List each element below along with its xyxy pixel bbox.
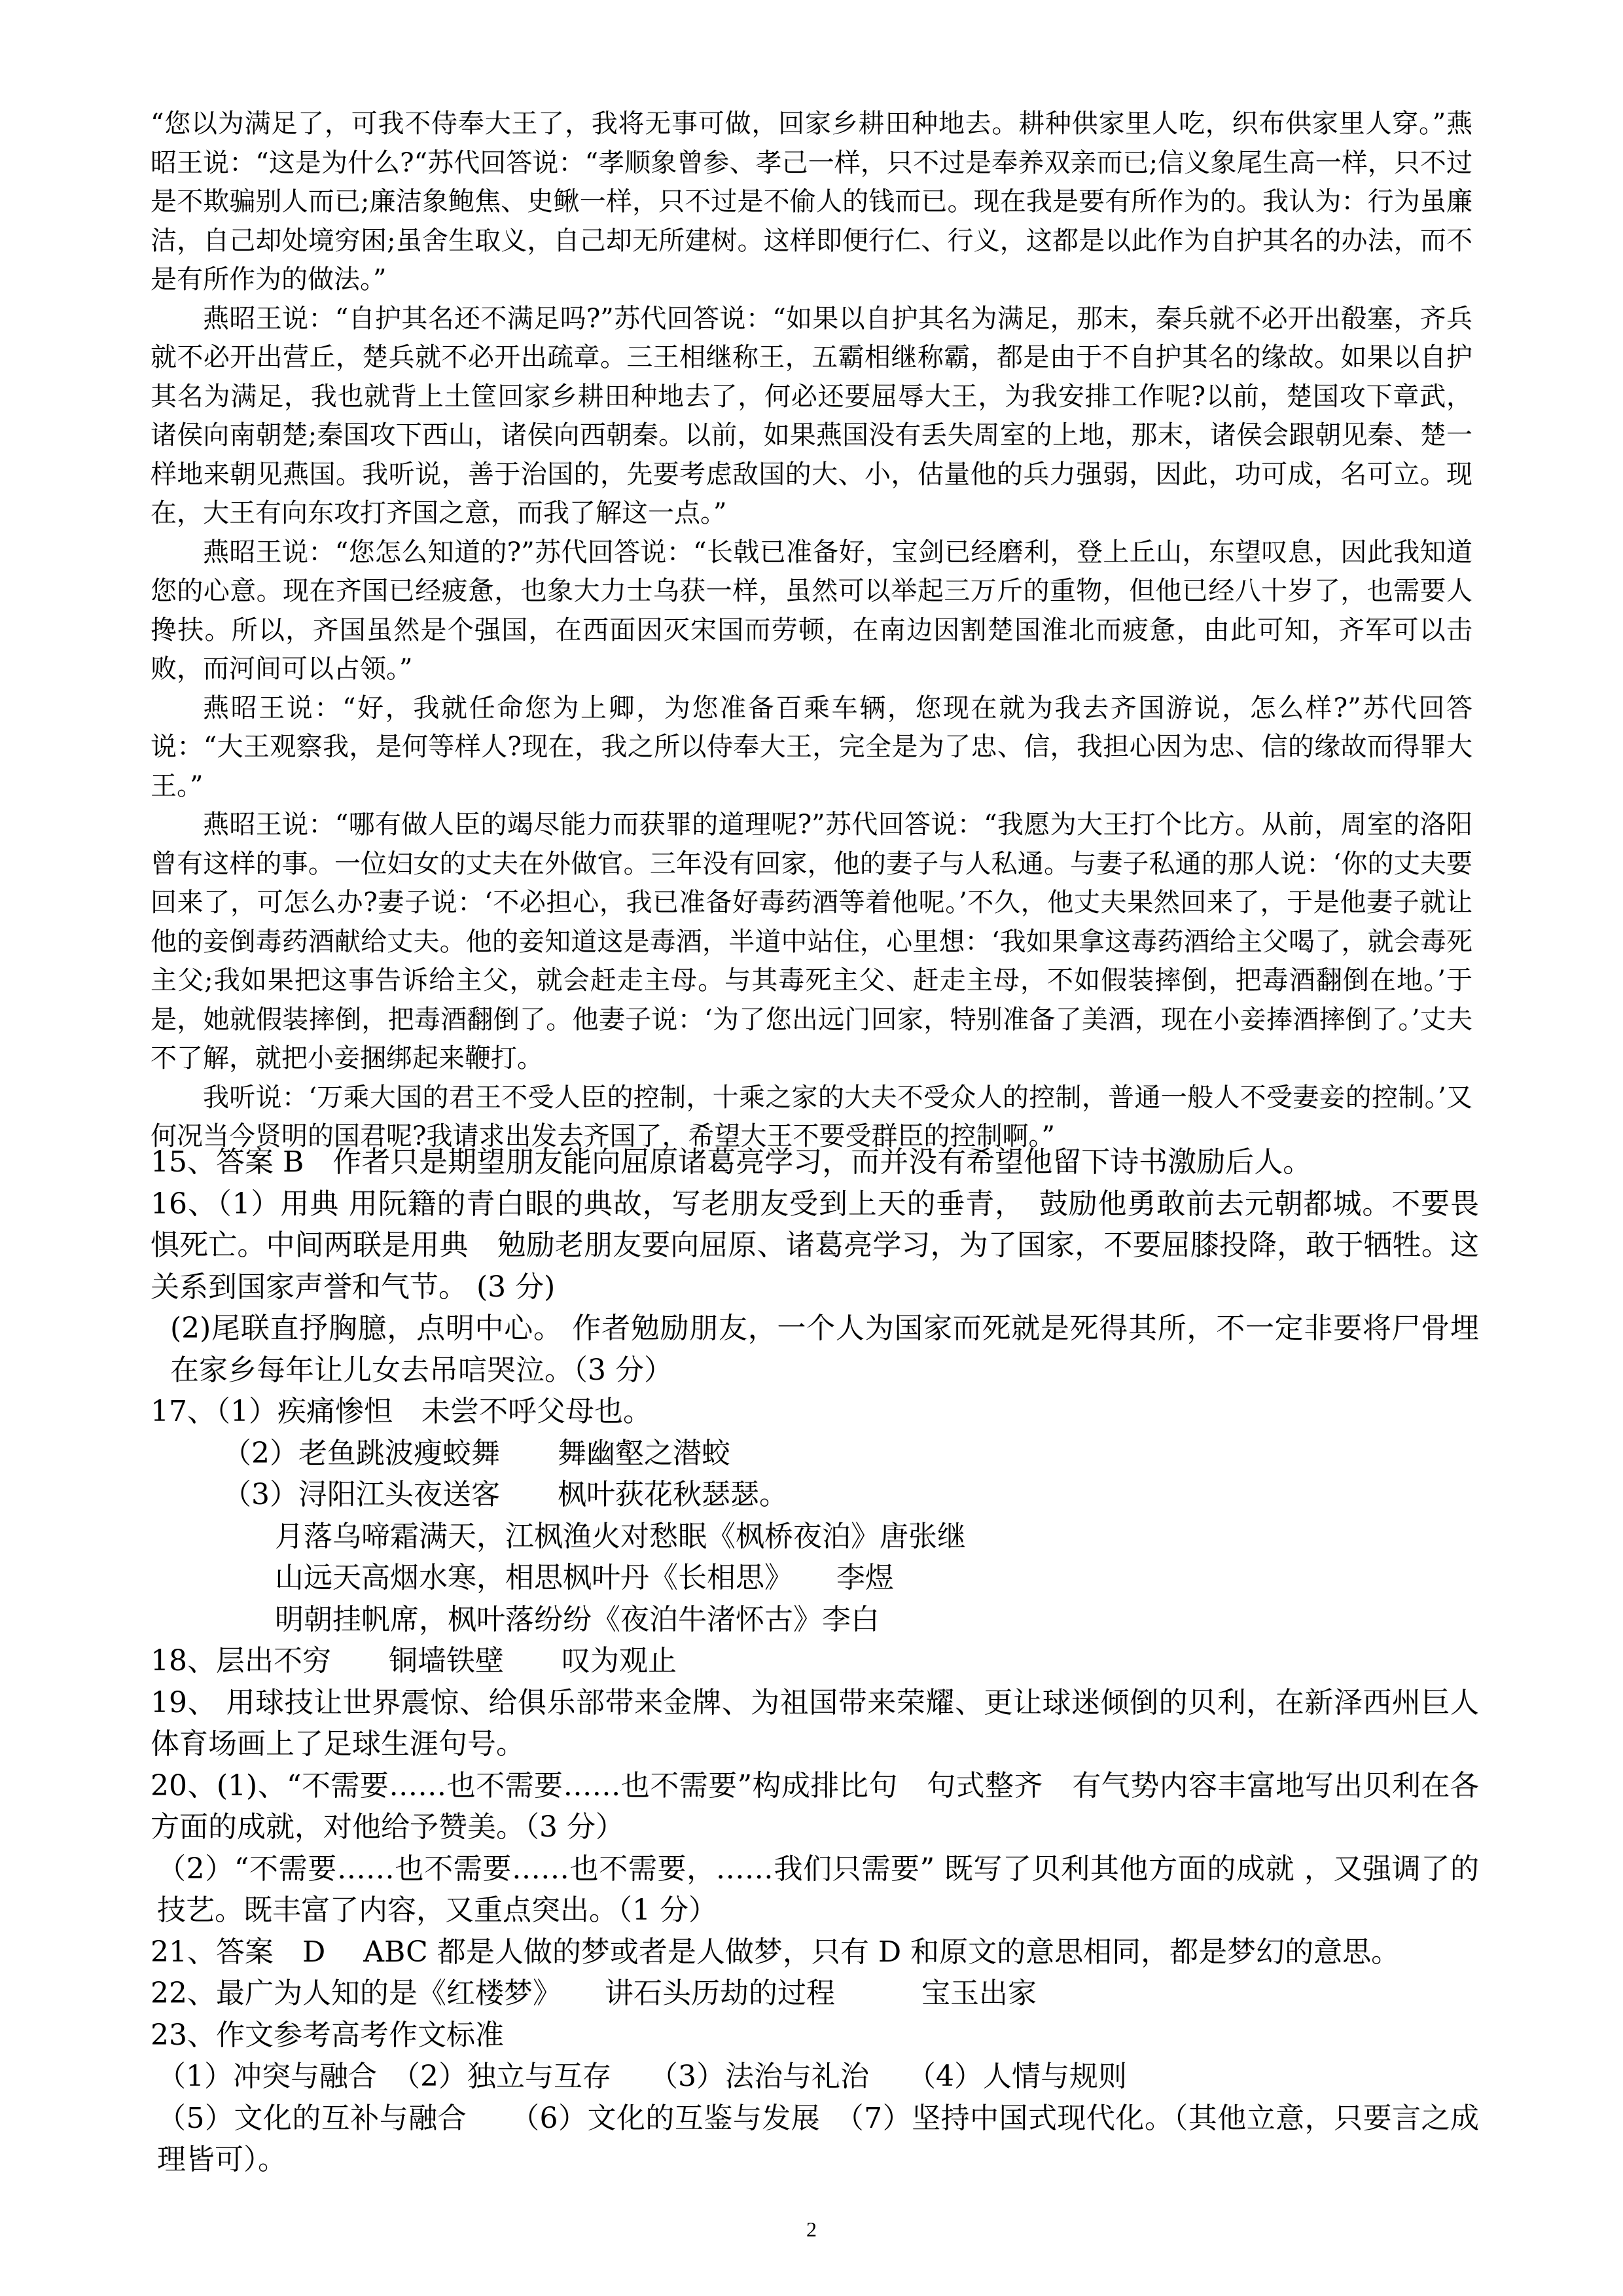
answer-key-section — [151, 1141, 1479, 2181]
answer-18: 18、层出不穷 铜墙铁壁 叹为观止 — [151, 1644, 677, 1677]
answer-17-part-2: （2）老鱼跳波瘦蛟舞 舞幽壑之潜蛟 — [223, 1436, 730, 1470]
answer-17-poem-line: 明朝挂帆席，枫叶落纷纷《夜泊牛渚怀古》李白 — [275, 1602, 880, 1636]
answer-21: 21、答案 D ABC 都是人做的梦或者是人做梦，只有 D 和原文的意思相同，都是梦幻的意思。 — [151, 1935, 1400, 1969]
answer-22: 22、最广为人知的是《红楼梦》 讲石头历劫的过程 宝玉出家 — [151, 1977, 1037, 2010]
answer-23-topics-2: （5）文化的互补与融合 （6）文化的互鉴与发展 （7）坚持中国式现代化。（其他立意，只要言之成理皆可）。 — [157, 2101, 1479, 2176]
translation-paragraph: 燕昭王说：“哪有做人臣的竭尽能力而获罪的道理呢?”苏代回答说：“我愿为大王打个比方。从前，周室的洛阳曾有这样的事。一位妇女的丈夫在外做官。三年没有回家，他的妻子与人私通。与妻子私通的那人说：‘你的丈夫要回来了，可怎么办?妻子说：‘不必担心，我已准备好毒药酒等着他呢。’不久，他丈夫果然回来了，于是他妻子就让他的妾倒毒药酒献给丈夫。他的妾知道这是毒酒，半道中站住，心里想：‘我如果拿这毒药酒给主父喝了，就会毒死主父;我如果把这事告诉给主父，就会赶走主母。与其毒死主父、赶走主母，不如假装摔倒，把毒酒翻倒在地。’于是，她就假装摔倒，把毒酒翻倒了。他妻子说：‘为了您出远门回家，特别准备了美酒，现在小妾捧酒摔倒了。’丈夫不了解，就把小妾捆绑起来鞭打。 — [151, 810, 1472, 1073]
translation-paragraph: 燕昭王说：“您怎么知道的?”苏代回答说：“长戟已准备好，宝剑已经磨利，登上丘山，东望叹息，因此我知道您的心意。现在齐国已经疲惫，也象大力士乌获一样，虽然可以举起三万斤的重物，但他已经八十岁了，也需要人搀扶。所以，齐国虽然是个强国，在西面因灭宋国而劳顿，在南边因割楚国淮北而疲惫，由此可知，齐军可以击败，而河间可以占领。” — [151, 537, 1472, 684]
translation-paragraph: “您以为满足了，可我不侍奉大王了，我将无事可做，回家乡耕田种地去。耕种供家里人吃，织布供家里人穿。”燕昭王说：“这是为什么?“苏代回答说：“孝顺象曾参、孝己一样，只不过是奉养双亲而已;信义象尾生高一样，只不过是不欺骗别人而已;廉洁象鲍焦、史鳅一样，只不过是不偷人的钱而已。现在我是要有所作为的。我认为：行为虽廉洁，自己却处境穷困;虽舍生取义，自己却无所建树。这样即便行仁、行义，这都是以此作为自护其名的办法，而不是有所作为的做法。” — [151, 109, 1472, 295]
translation-paragraph: 我听说：‘万乘大国的君王不受人臣的控制，十乘之家的大夫不受众人的控制，普通一般人不受妻妾的控制。’又何况当今贤明的国君呢?我请求出发去齐国了，希望大王不要受群臣的控制啊。” — [151, 1082, 1472, 1151]
answer-17-part-3: （3）浔阳江头夜送客 枫叶荻花秋瑟瑟。 — [223, 1478, 788, 1511]
page-number: 2 — [806, 2217, 817, 2241]
answer-20-part-1: 20、(1)、“不需要……也不需要……也不需要”构成排比句 句式整齐 有气势内容丰富地写出贝利在各方面的成就，对他给予赞美。（3 分） — [151, 1768, 1479, 1844]
answer-19: 19、 用球技让世界震惊、给俱乐部带来金牌、为祖国带来荣耀、更让球迷倾倒的贝利，在新泽西州巨人体育场画上了足球生涯句号。 — [151, 1685, 1479, 1761]
translation-paragraph: 燕昭王说：“自护其名还不满足吗?”苏代回答说：“如果以自护其名为满足，那末，秦兵就不必开出殽塞，齐兵就不必开出营丘，楚兵就不必开出疏章。三王相继称王，五霸相继称霸，都是由于不自护其名的缘故。如果以自护其名为满足，我也就背上土筐回家乡耕田种地去了，何必还要屈辱大王，为我安排工作呢?以前，楚国攻下章武，诸侯向南朝楚;秦国攻下西山，诸侯向西朝秦。以前，如果燕国没有丢失周室的上地，那末，诸侯会跟朝见秦、楚一样地来朝见燕国。我听说，善于治国的，先要考虑敌国的大、小，估量他的兵力强弱，因此，功可成，名可立。现在，大王有向东攻打齐国之意，而我了解这一点。” — [151, 303, 1472, 528]
translation-paragraph: 燕昭王说：“好，我就任命您为上卿，为您准备百乘车辆，您现在就为我去齐国游说，怎么样?”苏代回答说：“大王观察我，是何等样人?现在，我之所以侍奉大王，完全是为了忠、信，我担心因为忠、信的缘故而得罪大王。” — [151, 692, 1472, 801]
answer-17-part-1: 17、（1）疾痛惨怛 未尝不呼父母也。 — [151, 1395, 652, 1428]
answer-20-part-2: （2）“不需要……也不需要……也不需要，……我们只需要” 既写了贝利其他方面的成就 ，又强调了的技艺。既丰富了内容，又重点突出。（1 分） — [157, 1852, 1479, 1927]
answer-23: 23、作文参考高考作文标准 — [151, 2018, 504, 2052]
answer-17-poem-line: 月落乌啼霜满天，江枫渔火对愁眠《枫桥夜泊》唐张继 — [275, 1519, 966, 1553]
translation-section — [151, 105, 1472, 1157]
answer-23-topics-1: （1）冲突与融合 （2）独立与互存 （3）法治与礼治 （4）人情与规则 — [157, 2060, 1127, 2093]
answer-15: 15、答案 B 作者只是期望朋友能向屈原诸葛亮学习，而并没有希望他留下诗书激励后人。 — [151, 1145, 1312, 1179]
answer-16-part-1: 16、（1）用典 用阮籍的青白眼的典故，写老朋友受到上天的垂青， 鼓励他勇敢前去元朝都城。不要畏惧死亡。中间两联是用典 勉励老朋友要向屈原、诸葛亮学习，为了国家，不要屈膝投降，敢于牺牲。这关系到国家声誉和气节。 (3 分) — [151, 1187, 1479, 1304]
answer-16-part-2: (2)尾联直抒胸臆，点明中心。 作者勉励朋友，一个人为国家而死就是死得其所，不一定非要将尸骨埋在家乡每年让儿女去吊唁哭泣。（3 分） — [170, 1312, 1479, 1387]
answer-17-poem-line: 山远天高烟水寒，相思枫叶丹《长相思》 李煜 — [275, 1561, 894, 1594]
